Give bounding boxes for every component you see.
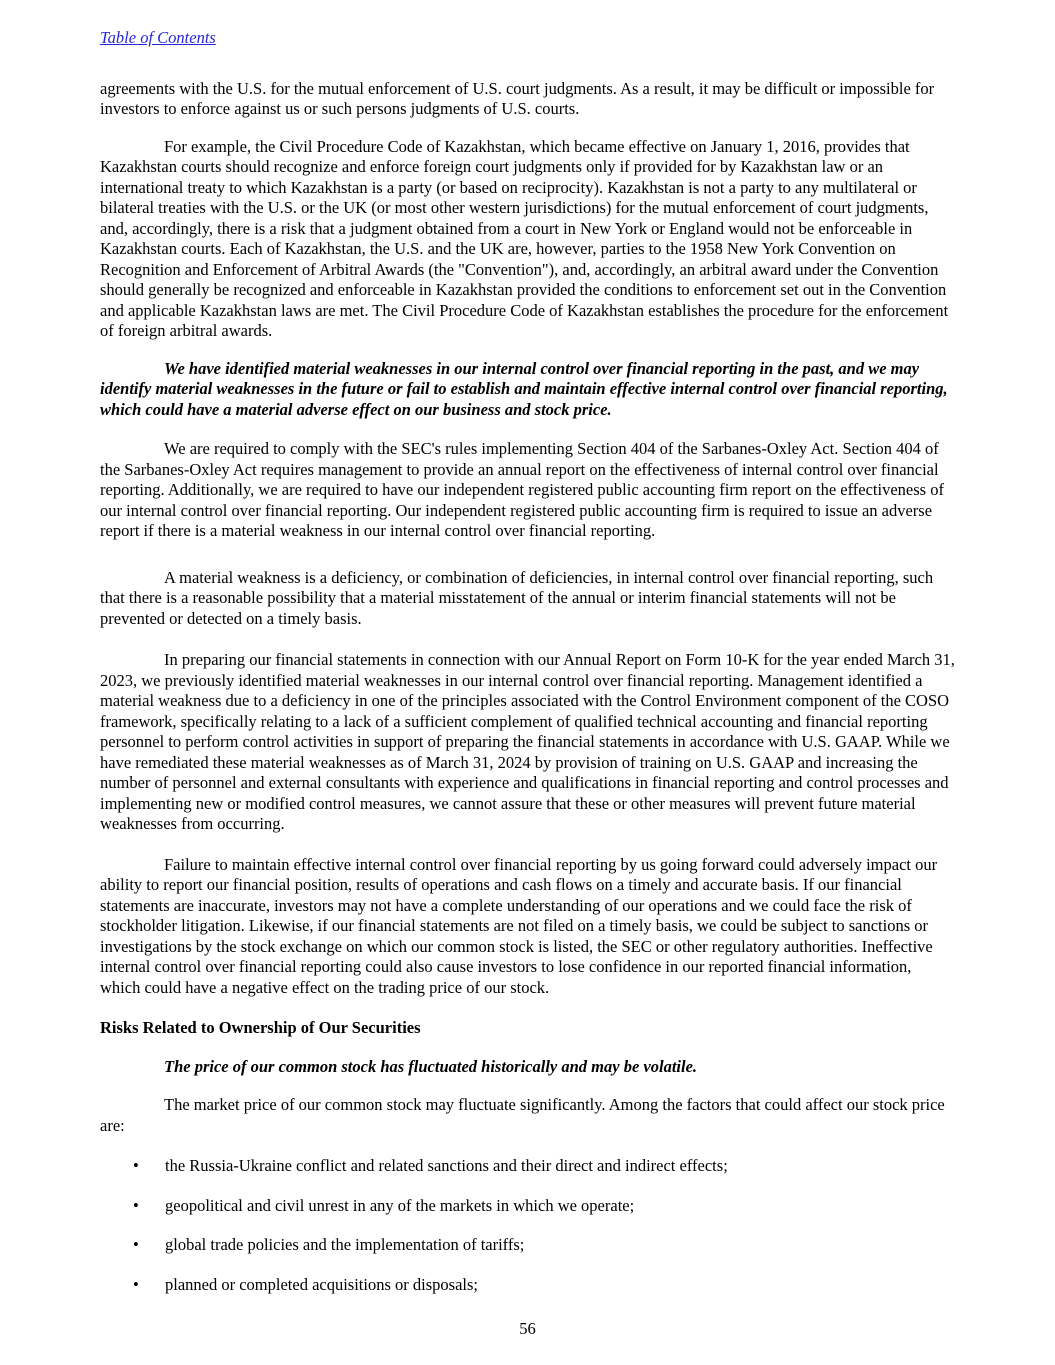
bullet-icon: • (133, 1235, 139, 1254)
bullet-item-russia-ukraine (100, 1156, 955, 1177)
bullet-icon: • (133, 1156, 139, 1175)
bullet-text: the Russia-Ukraine conflict and related sanctions and their direct and indirect effects; (165, 1156, 728, 1175)
heading-material-weaknesses: We have identified material weaknesses in our internal control over financial reporting in the past, and we may identify material weaknesses in the future or fail to establish and maintain effective internal control over financial reporting, which could have a material adverse effect on our business and stock price. (100, 358, 948, 419)
bullet-text: global trade policies and the implementation of tariffs; (165, 1235, 525, 1254)
paragraph-failure-to-maintain: Failure to maintain effective internal control over financial reporting by us going forward could adversely impact our ability to report our financial position, results of operations and cash flows on a timely and accurate basis. If our financial statements are inaccurate, investors may not have a complete understanding of our operations and we could face the risk of stockholder litigation. Likewise, if our financial statements are not filed on a timely basis, we could be subject to sanctions or investigations by the stock exchange on which our common stock is listed, the SEC or other regulatory authorities. Ineffective internal control over financial reporting could also cause investors to lose confidence in our reported financial information, which could have a negative effect on the trading price of our stock. (100, 854, 938, 997)
paragraph-form-10k-remediation: In preparing our financial statements in connection with our Annual Report on Form 10-K for the year ended March 31, 2023, we previously identified material weaknesses in our internal control over financial reporting. Management identified a material weakness due to a deficiency in one of the principles associated with the Control Environment component of the COSO framework, specifically relating to a lack of a sufficient complement of qualified technical accounting and financial reporting personnel to perform control activities in support of preparing the financial statements in accordance with U.S. GAAP. While we have remediated these material weaknesses as of March 31, 2024 by provision of training on U.S. GAAP and increasing the number of personnel and external consultants with experience and qualifications in financial reporting and control processes and implementing new or modified control measures, we cannot assure that these or other measures will prevent future material weaknesses from occurring. (100, 650, 955, 833)
bullet-item-trade-policies (100, 1235, 955, 1256)
bullet-item-geopolitical-unrest (100, 1196, 955, 1217)
paragraph-material-weakness-definition: A material weakness is a deficiency, or combination of deficiencies, in internal control over financial reporting, such that there is a reasonable possibility that a material misstatement of the annual or interim financial statements will not be prevented or detected on a timely basis. (100, 567, 934, 628)
paragraph-enforcement-continuation: agreements with the U.S. for the mutual enforcement of U.S. court judgments. As a result, it may be difficult or impossible for investors to enforce against us or such persons judgments of U.S. courts. (100, 78, 935, 118)
paragraph-sec-404: We are required to comply with the SEC's rules implementing Section 404 of the Sarbanes-Oxley Act. Section 404 of the Sarbanes-Oxley Act requires management to provide an annual report on the effectiveness of internal control over financial reporting. Additionally, we are required to have our independent registered public accounting firm report on the effectiveness of our internal control over financial reporting. Our independent registered public accounting firm is required to issue an adverse report if there is a material weakness in our internal control over financial reporting. (100, 439, 944, 540)
bullet-item-acquisitions-disposals (100, 1275, 955, 1296)
heading-risks-ownership-securities: Risks Related to Ownership of Our Securities (100, 1018, 421, 1037)
page-number: 56 (519, 1319, 536, 1338)
bullet-text: geopolitical and civil unrest in any of the markets in which we operate; (165, 1195, 635, 1215)
bullet-text: planned or completed acquisitions or disposals; (165, 1274, 478, 1294)
bullet-icon: • (133, 1274, 139, 1294)
bullet-icon: • (133, 1195, 139, 1215)
table-of-contents-link[interactable]: Table of Contents (100, 28, 216, 47)
heading-stock-price-volatile: The price of our common stock has fluctuated historically and may be volatile. (164, 1056, 698, 1076)
paragraph-kazakhstan-civil-procedure: For example, the Civil Procedure Code of Kazakhstan, which became effective on January 1, 2016, provides that Kazakhstan courts should recognize and enforce foreign court judgments only if provided for by Kazakhstan law or an international treaty to which Kazakhstan is a party (or based on reciprocity). Kazakhstan is not a party to any multilateral or bilateral treaties with the U.S. or the UK (or most other western jurisdictions) for the mutual enforcement of court judgments, and, accordingly, there is a risk that a judgment obtained from a court in New York or England would not be enforceable in Kazakhstan courts. Each of Kazakhstan, the U.S. and the UK are, however, parties to the 1958 New York Convention on Recognition and Enforcement of Arbitral Awards (the "Convention"), and, accordingly, an arbitral award under the Convention should generally be recognized and enforceable in Kazakhstan provided the conditions to enforcement set out in the Convention and applicable Kazakhstan laws are met. The Civil Procedure Code of Kazakhstan establishes the procedure for the enforcement of foreign arbitral awards. (100, 136, 949, 340)
paragraph-market-price-factors: The market price of our common stock may fluctuate significantly. Among the factors that could affect our stock price are: (100, 1095, 945, 1135)
